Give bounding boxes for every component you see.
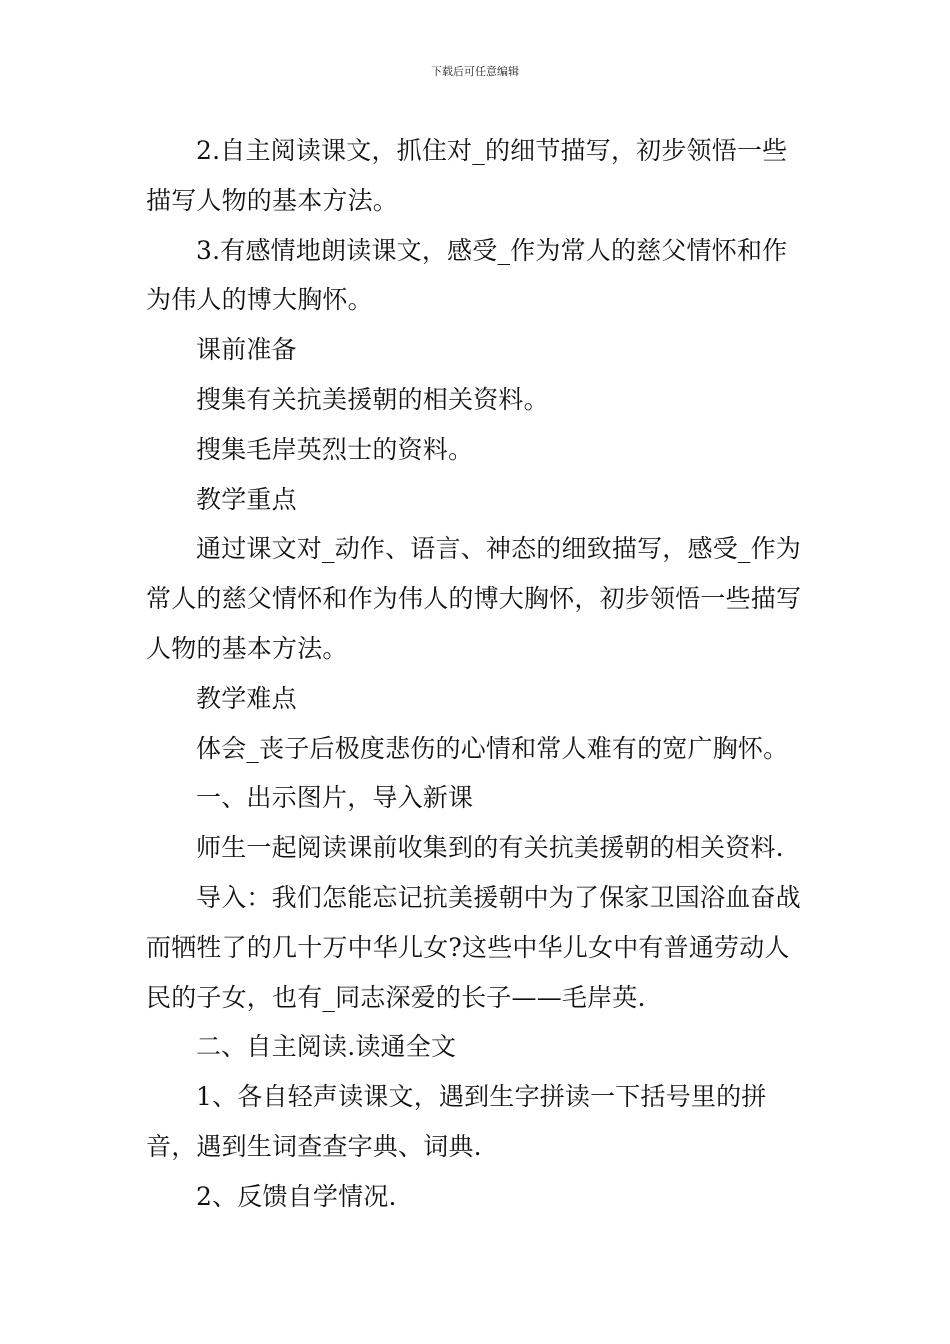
paragraph-prep-item-1: 搜集有关抗美援朝的相关资料。 <box>196 384 549 414</box>
document-body <box>146 126 811 1222</box>
paragraph-prep-item-2: 搜集毛岸英烈士的资料。 <box>196 434 474 464</box>
section-heading-step-1: 一、出示图片，导入新课 <box>196 783 474 813</box>
paragraph-step-2-item-1: 1、各自轻声读课文，遇到生字拼读一下括号里的拼音，遇到生词查查字典、词典. <box>146 1082 767 1161</box>
paragraph-step-2-item-2: 2、反馈自学情况. <box>196 1181 397 1211</box>
paragraph-key-points: 通过课文对_动作、语言、神态的细致描写，感受_作为常人的慈父情怀和作为伟人的博大胸怀，初步领悟一些描写人物的基本方法。 <box>146 534 802 663</box>
section-heading-step-2: 二、自主阅读.读通全文 <box>196 1032 457 1062</box>
paragraph-introduction: 导入：我们怎能忘记抗美援朝中为了保家卫国浴血奋战而牺牲了的几十万中华儿女?这些中华儿女中有普通劳动人民的子女，也有_同志深爱的长子——毛岸英. <box>146 882 801 1012</box>
section-heading-difficulties: 教学难点 <box>196 683 297 713</box>
page-header-note: 下载后可任意编辑 <box>431 65 519 78</box>
paragraph-objective-2: 2.自主阅读课文，抓住对_的细节描写，初步领悟一些描写人物的基本方法。 <box>146 136 788 215</box>
section-heading-key-points: 教学重点 <box>196 484 297 514</box>
paragraph-objective-3: 3.有感情地朗读课文，感受_作为常人的慈父情怀和作为伟人的博大胸怀。 <box>146 235 788 315</box>
paragraph-difficulties: 体会_丧子后极度悲伤的心情和常人难有的宽广胸怀。 <box>196 733 789 763</box>
section-heading-preparation: 课前准备 <box>196 335 297 365</box>
paragraph-step-1-reading: 师生一起阅读课前收集到的有关抗美援朝的相关资料. <box>196 833 784 863</box>
